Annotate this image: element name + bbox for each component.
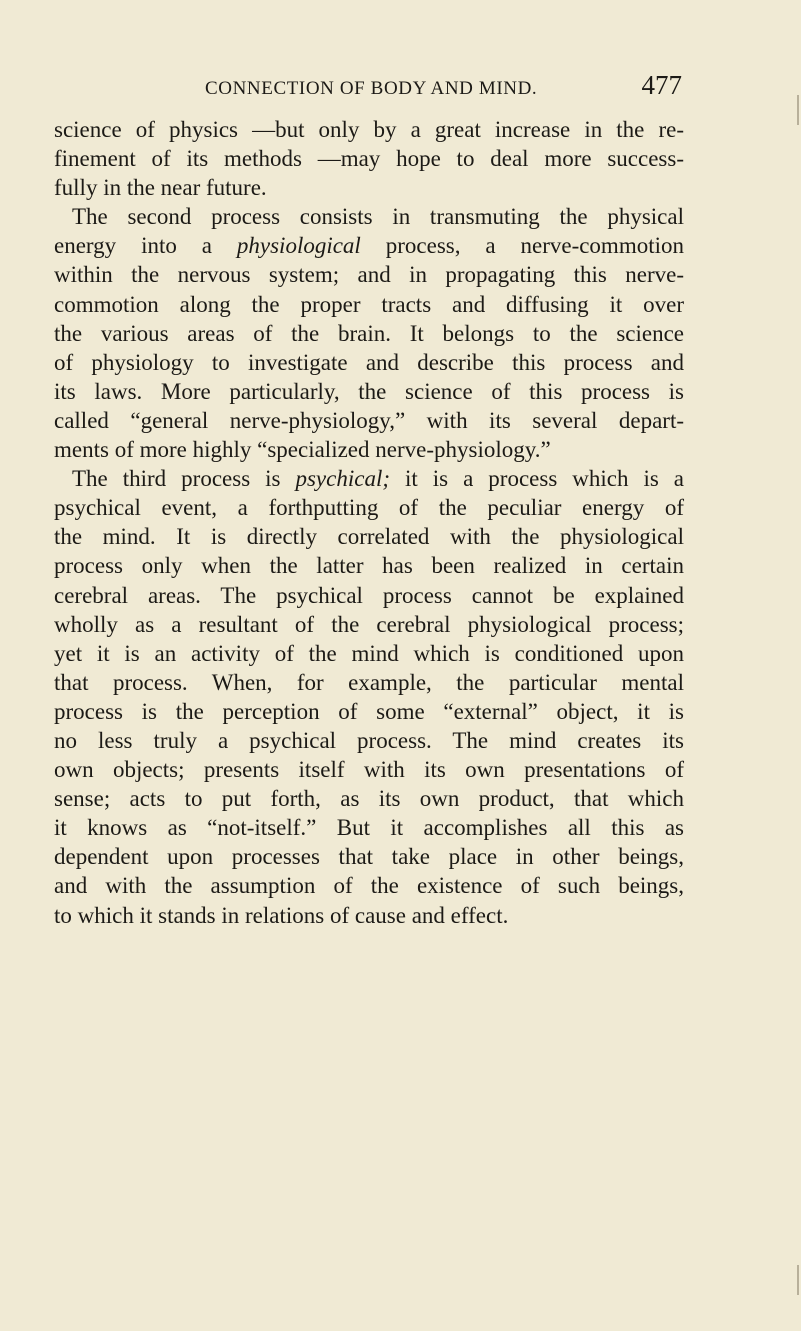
text-line: it knows as “not-itself.” But it accomplishes all this as bbox=[54, 815, 684, 841]
text-line: The third process is psychical; it is a process which is a bbox=[72, 466, 684, 492]
text-line: The second process consists in transmuting the physical bbox=[72, 204, 684, 230]
text-line: cerebral areas. The psychical process cannot be explained bbox=[54, 582, 684, 608]
text-line: science of physics —but only by a great increase in the re- bbox=[54, 117, 684, 142]
page-edge-shadow bbox=[797, 95, 799, 125]
italic-term: psychical; bbox=[295, 466, 390, 492]
running-head: CONNECTION OF BODY AND MIND. bbox=[205, 78, 538, 99]
text-line: finement of its methods —may hope to deal more success- bbox=[54, 146, 684, 172]
text-line: yet it is an activity of the mind which is conditioned upon bbox=[54, 640, 684, 666]
text-line: no less truly a psychical process. The mind creates its bbox=[54, 727, 684, 753]
text-line: its laws. More particularly, the science of this process is bbox=[54, 378, 684, 404]
text-line: wholly as a resultant of the cerebral physiological process; bbox=[54, 611, 684, 637]
text-line: process is the perception of some “external” object, it is bbox=[54, 698, 684, 724]
text-line: of physiology to investigate and describe this process and bbox=[54, 349, 684, 375]
text-line: sense; acts to put forth, as its own product, that which bbox=[54, 786, 684, 812]
italic-term: physiological bbox=[236, 233, 361, 259]
text-line: to which it stands in relations of cause and effect. bbox=[54, 902, 509, 928]
text-line: fully in the near future. bbox=[54, 175, 267, 201]
page-number: 477 bbox=[641, 70, 682, 100]
page-edge-shadow bbox=[797, 1265, 799, 1295]
text-line: within the nervous system; and in propagating this nerve- bbox=[54, 262, 684, 288]
text-line: and with the assumption of the existence of such beings, bbox=[54, 873, 684, 899]
text-line: ments of more highly “specialized nerve-physiology.” bbox=[54, 437, 551, 463]
text-line: called “general nerve-physiology,” with its several depart- bbox=[54, 407, 684, 433]
text-line: that process. When, for example, the particular mental bbox=[54, 669, 684, 695]
text-line: process only when the latter has been realized in certain bbox=[54, 553, 684, 579]
text-line: psychical event, a forthputting of the peculiar energy of bbox=[54, 495, 684, 521]
body-text bbox=[54, 115, 684, 930]
text-line: the mind. It is directly correlated with the physiological bbox=[54, 524, 684, 550]
text-line: dependent upon processes that take place in other beings, bbox=[54, 844, 684, 870]
text-line: commotion along the proper tracts and diffusing it over bbox=[54, 291, 684, 317]
text-line: energy into a physiological process, a nerve-commotion bbox=[54, 233, 684, 259]
text-line: the various areas of the brain. It belongs to the science bbox=[54, 320, 684, 346]
text-line: own objects; presents itself with its own presentations of bbox=[54, 757, 684, 783]
